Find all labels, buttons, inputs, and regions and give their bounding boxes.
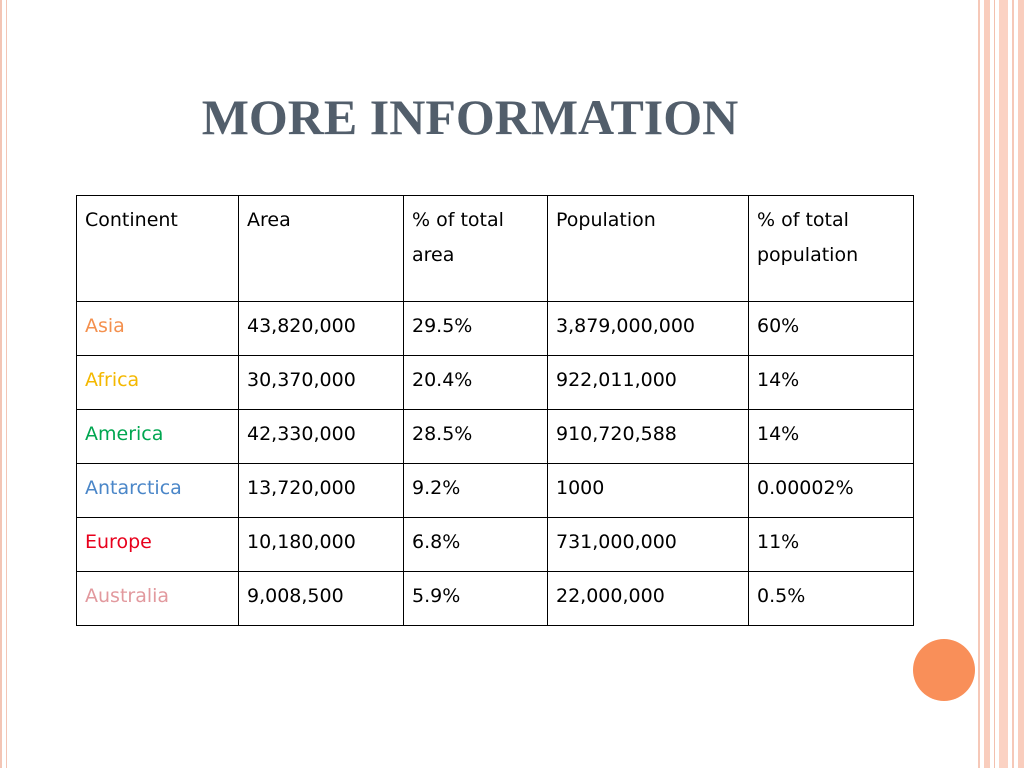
cell-continent: America [77, 410, 239, 464]
frame-border-right [1018, 0, 1024, 768]
continent-table [76, 195, 914, 626]
cell-pct-area: 6.8% [404, 518, 548, 572]
frame-border-right [984, 0, 990, 768]
header-continent: Continent [77, 196, 239, 302]
cell-continent: Asia [77, 302, 239, 356]
cell-pct-population: 0.00002% [749, 464, 914, 518]
cell-area: 13,720,000 [239, 464, 404, 518]
cell-area: 9,008,500 [239, 572, 404, 626]
cell-pct-area: 9.2% [404, 464, 548, 518]
cell-area: 43,820,000 [239, 302, 404, 356]
frame-border-right [1012, 0, 1014, 768]
table-row [77, 464, 914, 518]
cell-continent: Europe [77, 518, 239, 572]
frame-border-right [978, 0, 980, 768]
cell-continent: Australia [77, 572, 239, 626]
header-area: Area [239, 196, 404, 302]
cell-pct-area: 20.4% [404, 356, 548, 410]
cell-population: 1000 [548, 464, 749, 518]
cell-pct-population: 11% [749, 518, 914, 572]
cell-area: 42,330,000 [239, 410, 404, 464]
cell-pct-area: 28.5% [404, 410, 548, 464]
cell-area: 30,370,000 [239, 356, 404, 410]
frame-border-right [999, 0, 1008, 768]
table-row [77, 518, 914, 572]
cell-population: 22,000,000 [548, 572, 749, 626]
table-row [77, 410, 914, 464]
table-row [77, 572, 914, 626]
table-row [77, 302, 914, 356]
header-population: Population [548, 196, 749, 302]
cell-area: 10,180,000 [239, 518, 404, 572]
cell-population: 922,011,000 [548, 356, 749, 410]
cell-population: 910,720,588 [548, 410, 749, 464]
table-header-row [77, 196, 914, 302]
slide-title: MORE INFORMATION [201, 89, 739, 145]
table-row [77, 356, 914, 410]
cell-continent: Africa [77, 356, 239, 410]
cell-population: 3,879,000,000 [548, 302, 749, 356]
frame-border-right [994, 0, 995, 768]
cell-pct-population: 60% [749, 302, 914, 356]
cell-pct-area: 29.5% [404, 302, 548, 356]
header-pct-area: % of total area [404, 196, 548, 302]
header-pct-population: % of total population [749, 196, 914, 302]
cell-continent: Antarctica [77, 464, 239, 518]
cell-pct-population: 14% [749, 356, 914, 410]
cell-pct-population: 0.5% [749, 572, 914, 626]
cell-pct-population: 14% [749, 410, 914, 464]
cell-pct-area: 5.9% [404, 572, 548, 626]
cell-population: 731,000,000 [548, 518, 749, 572]
decorative-circle [913, 639, 975, 701]
